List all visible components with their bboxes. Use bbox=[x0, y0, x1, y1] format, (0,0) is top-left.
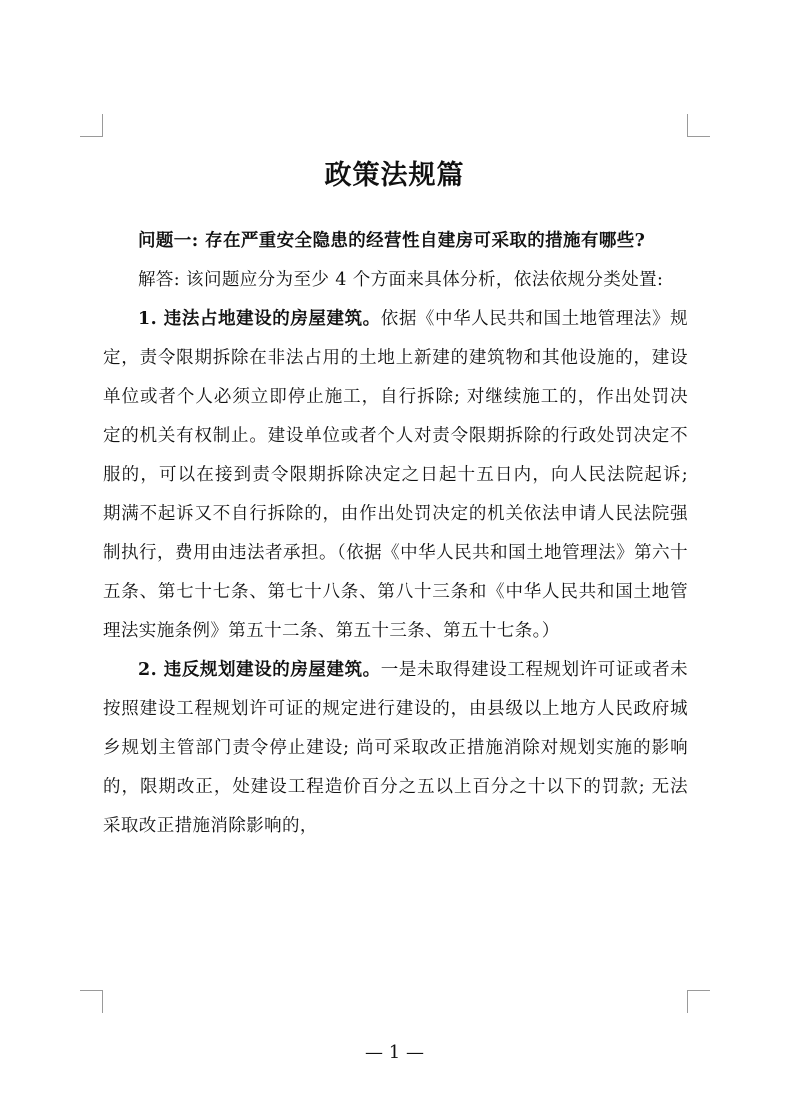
item-heading-1: 1. 违法占地建设的房屋建筑。 bbox=[138, 309, 381, 329]
item-body-1: 依据《中华人民共和国土地管理法》规定，责令限期拆除在非法占用的土地上新建的建筑物和其他设施的，建设单位或者个人必须立即停止施工，自行拆除; 对继续施工的，作出处罚决定的机关有权制止。建设单位或者个人对责令限期拆除的行政处罚决定不服的，可以在接到责令限期拆除决定之日起十五日内，向人民法院起诉; 期满不起诉又不自行拆除的，由作出处罚决定的机关依法申请人民法院强制执行，费用由违法者承担。（依据《中华人民共和国土地管理法》第六十五条、第七十七条、第七十八条、第八十三条和《中华人民共和国土地管理法实施条例》第五十二条、第五十三条、第五十七条。） bbox=[103, 309, 688, 641]
crop-mark-bottom-right bbox=[687, 990, 710, 1013]
document-body bbox=[103, 222, 688, 846]
item-paragraph-2 bbox=[103, 651, 688, 846]
item-body-2: 一是未取得建设工程规划许可证或者未按照建设工程规划许可证的规定进行建设的，由县级以上地方人民政府城乡规划主管部门责令停止建设; 尚可采取改正措施消除对规划实施的影响的，限期改正，处建设工程造价百分之五以上百分之十以下的罚款; 无法采取改正措施消除影响的， bbox=[103, 660, 688, 836]
crop-mark-bottom-left bbox=[80, 990, 103, 1013]
page-number-footer: — 1 — bbox=[365, 1042, 424, 1063]
question-paragraph: 问题一: 存在严重安全隐患的经营性自建房可采取的措施有哪些? bbox=[138, 231, 646, 251]
item-paragraph-1 bbox=[103, 300, 688, 651]
crop-mark-top-right bbox=[687, 114, 710, 137]
item-heading-2: 2. 违反规划建设的房屋建筑。 bbox=[138, 660, 381, 680]
answer-intro-paragraph: 解答: 该问题应分为至少 4 个方面来具体分析，依法依规分类处置: bbox=[138, 270, 664, 290]
page-title: 政策法规篇 bbox=[324, 160, 465, 192]
crop-mark-top-left bbox=[80, 114, 103, 137]
